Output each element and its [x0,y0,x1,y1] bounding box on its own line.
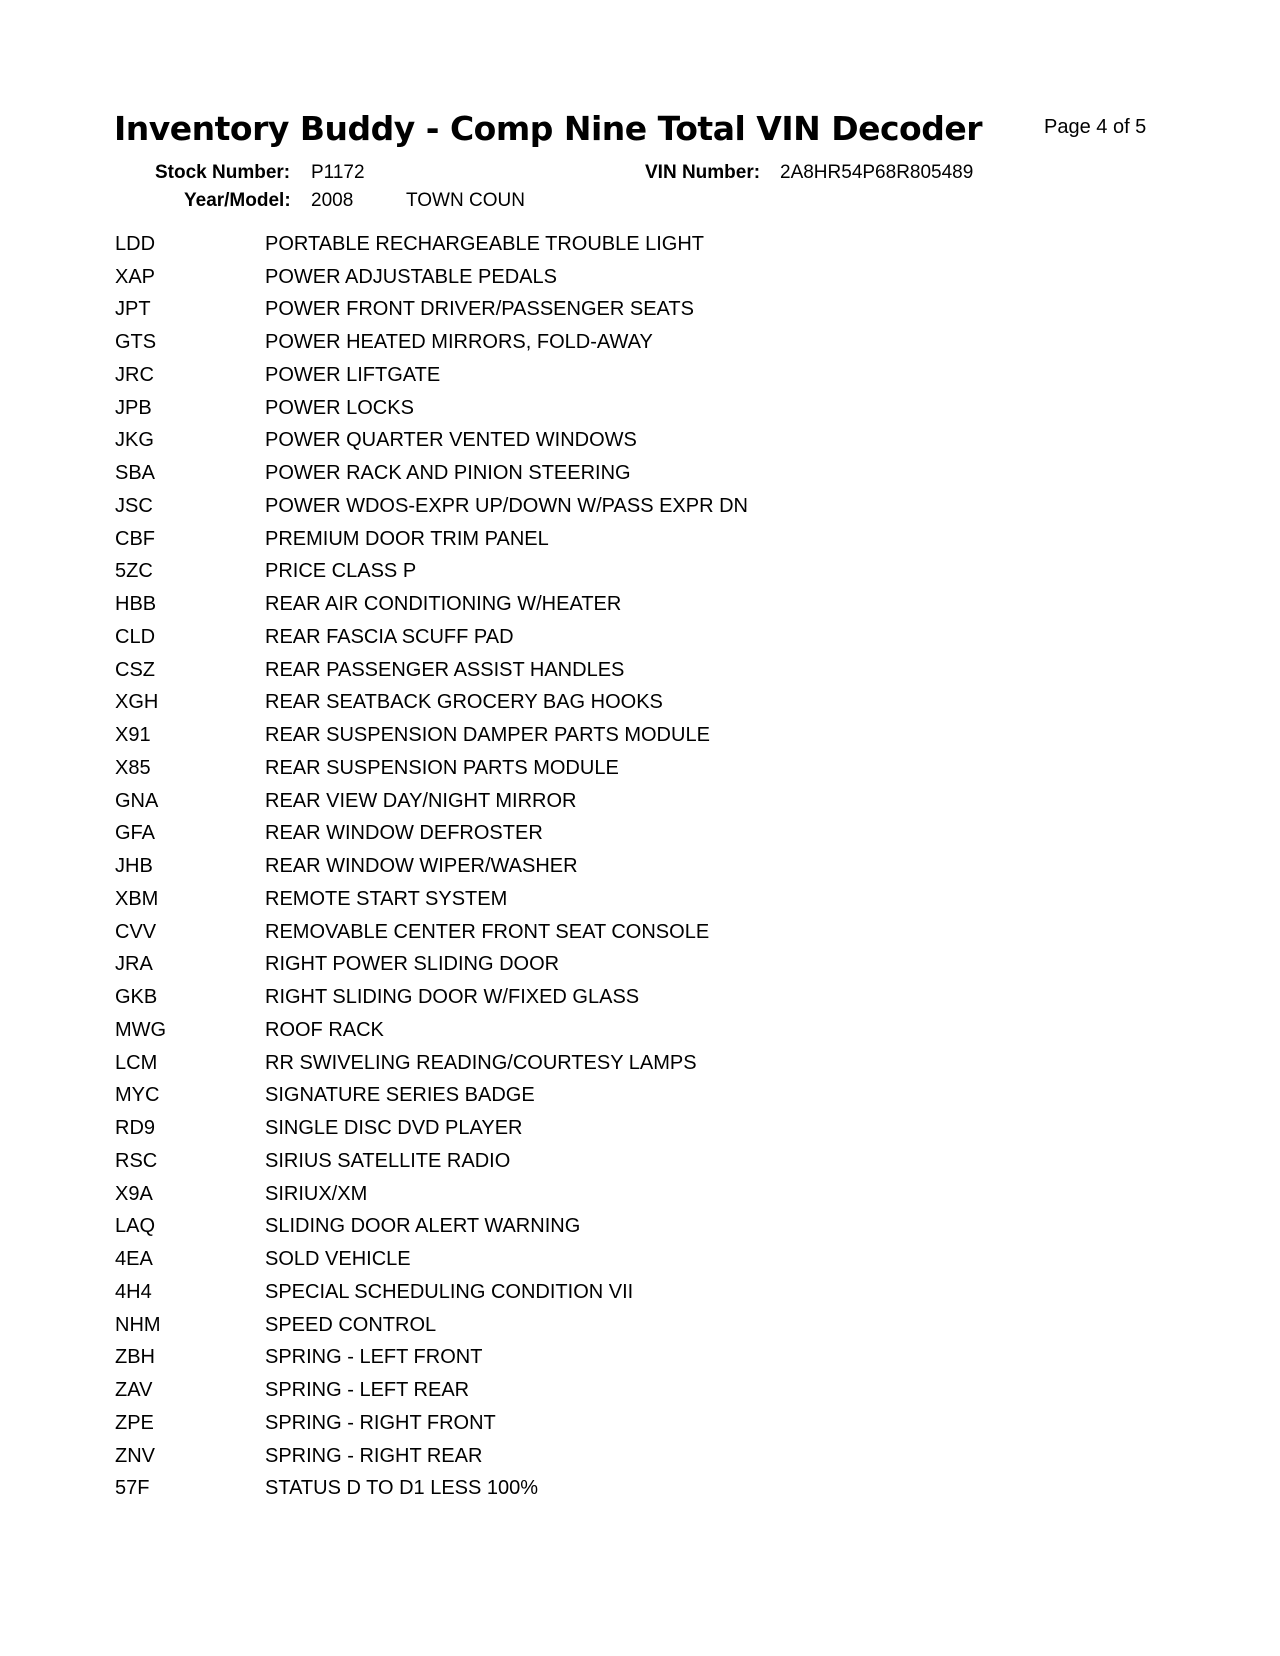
option-row [115,1276,748,1309]
option-description: POWER LOCKS [265,396,414,419]
option-row [115,294,748,327]
option-code: XBM [115,887,159,910]
option-description: SPECIAL SCHEDULING CONDITION VII [265,1280,634,1303]
option-code: XGH [115,691,159,714]
option-code: X9A [115,1182,153,1205]
option-description: POWER LIFTGATE [265,363,441,386]
option-description: PREMIUM DOOR TRIM PANEL [265,527,549,550]
option-description: SIRIUX/XM [265,1182,368,1205]
option-code: LAQ [115,1215,156,1238]
option-description: STATUS D TO D1 LESS 100% [265,1477,539,1500]
option-description: REMOVABLE CENTER FRONT SEAT CONSOLE [265,920,710,943]
option-description: RIGHT POWER SLIDING DOOR [265,953,560,976]
option-code: SBA [115,462,156,485]
option-row [115,1342,748,1375]
option-code: CLD [115,625,156,648]
option-code: RSC [115,1149,158,1172]
option-code: 4EA [115,1248,153,1271]
option-row [115,719,748,752]
option-description: REAR WINDOW DEFROSTER [265,822,543,845]
option-code: JPB [115,396,152,419]
option-description: SLIDING DOOR ALERT WARNING [265,1215,581,1238]
option-code: LCM [115,1051,158,1074]
option-row [115,556,748,589]
option-row [115,1440,748,1473]
option-description: SPRING - LEFT FRONT [265,1346,483,1369]
option-code: ZBH [115,1346,155,1369]
option-row [115,654,748,687]
option-code: X85 [115,756,151,779]
option-code: 4H4 [115,1280,152,1303]
option-code: HBB [115,593,157,616]
option-code-list [115,228,748,1505]
option-description: POWER HEATED MIRRORS, FOLD-AWAY [265,331,653,354]
page-title: Inventory Buddy - Comp Nine Total VIN Decoder [114,109,982,148]
option-description: REAR SUSPENSION PARTS MODULE [265,756,619,779]
option-row [115,850,748,883]
option-code: CVV [115,920,157,943]
option-row [115,687,748,720]
option-description: REAR WINDOW WIPER/WASHER [265,855,578,878]
option-description: REMOTE START SYSTEM [265,887,508,910]
option-row [115,621,748,654]
stock-number-value: P1172 [311,162,365,183]
option-row [115,523,748,556]
page-indicator: Page 4 of 5 [1044,116,1147,138]
option-code: ZNV [115,1444,155,1467]
option-row [115,916,748,949]
option-description: SPRING - LEFT REAR [265,1379,470,1402]
option-row [115,818,748,851]
option-description: ROOF RACK [265,1018,384,1041]
option-description: SINGLE DISC DVD PLAYER [265,1117,523,1140]
option-row [115,1211,748,1244]
vin-number-label: VIN Number: [645,162,761,183]
option-code: JKG [115,429,154,452]
option-code: ZAV [115,1379,153,1402]
option-code: LDD [115,232,156,255]
option-description: REAR AIR CONDITIONING W/HEATER [265,593,622,616]
option-code: GFA [115,822,156,845]
option-code: JRC [115,363,154,386]
option-description: POWER WDOS-EXPR UP/DOWN W/PASS EXPR DN [265,494,748,517]
option-description: REAR VIEW DAY/NIGHT MIRROR [265,789,577,812]
option-description: PORTABLE RECHARGEABLE TROUBLE LIGHT [265,232,705,255]
option-code: MWG [115,1018,167,1041]
option-row [115,457,748,490]
option-row [115,588,748,621]
option-description: SPRING - RIGHT FRONT [265,1411,496,1434]
year-model-label: Year/Model: [184,190,291,211]
option-description: POWER ADJUSTABLE PEDALS [265,265,557,288]
option-description: POWER QUARTER VENTED WINDOWS [265,429,637,452]
option-row [115,1407,748,1440]
option-code: GKB [115,986,158,1009]
option-description: SOLD VEHICLE [265,1248,411,1271]
option-row [115,1473,748,1506]
option-row [115,949,748,982]
option-description: REAR SEATBACK GROCERY BAG HOOKS [265,691,663,714]
option-row [115,1309,748,1342]
option-code: NHM [115,1313,161,1336]
option-code: JHB [115,855,153,878]
option-row [115,1243,748,1276]
option-row [115,392,748,425]
option-code: 5ZC [115,560,153,583]
option-code: GTS [115,331,157,354]
option-row [115,1047,748,1080]
option-description: SPRING - RIGHT REAR [265,1444,483,1467]
option-description: POWER FRONT DRIVER/PASSENGER SEATS [265,298,694,321]
option-row [115,1145,748,1178]
option-description: PRICE CLASS P [265,560,417,583]
option-row [115,1374,748,1407]
option-row [115,785,748,818]
option-row [115,981,748,1014]
option-code: MYC [115,1084,160,1107]
option-row [115,425,748,458]
option-row [115,1014,748,1047]
vin-number-value: 2A8HR54P68R805489 [780,162,974,183]
model-value: TOWN COUN [406,190,525,211]
option-code: CSZ [115,658,155,681]
option-row [115,883,748,916]
option-code: CBF [115,527,155,550]
option-code: XAP [115,265,156,288]
option-row [115,1112,748,1145]
option-row [115,1080,748,1113]
option-description: RIGHT SLIDING DOOR W/FIXED GLASS [265,986,640,1009]
option-row [115,490,748,523]
option-description: RR SWIVELING READING/COURTESY LAMPS [265,1051,697,1074]
option-code: ZPE [115,1411,154,1434]
option-code: JSC [115,494,153,517]
year-value: 2008 [311,190,354,211]
option-code: JPT [115,298,151,321]
option-code: GNA [115,789,159,812]
option-row [115,752,748,785]
option-row [115,359,748,392]
option-row [115,261,748,294]
option-code: 57F [115,1477,150,1500]
option-code: X91 [115,724,151,747]
stock-number-label: Stock Number: [155,162,291,183]
option-description: SIRIUS SATELLITE RADIO [265,1149,511,1172]
option-description: POWER RACK AND PINION STEERING [265,462,631,485]
option-code: RD9 [115,1117,156,1140]
option-row [115,228,748,261]
option-description: REAR SUSPENSION DAMPER PARTS MODULE [265,724,710,747]
option-code: JRA [115,953,153,976]
option-row [115,1178,748,1211]
option-row [115,326,748,359]
option-description: SIGNATURE SERIES BADGE [265,1084,535,1107]
option-description: REAR PASSENGER ASSIST HANDLES [265,658,625,681]
option-description: SPEED CONTROL [265,1313,437,1336]
option-description: REAR FASCIA SCUFF PAD [265,625,514,648]
